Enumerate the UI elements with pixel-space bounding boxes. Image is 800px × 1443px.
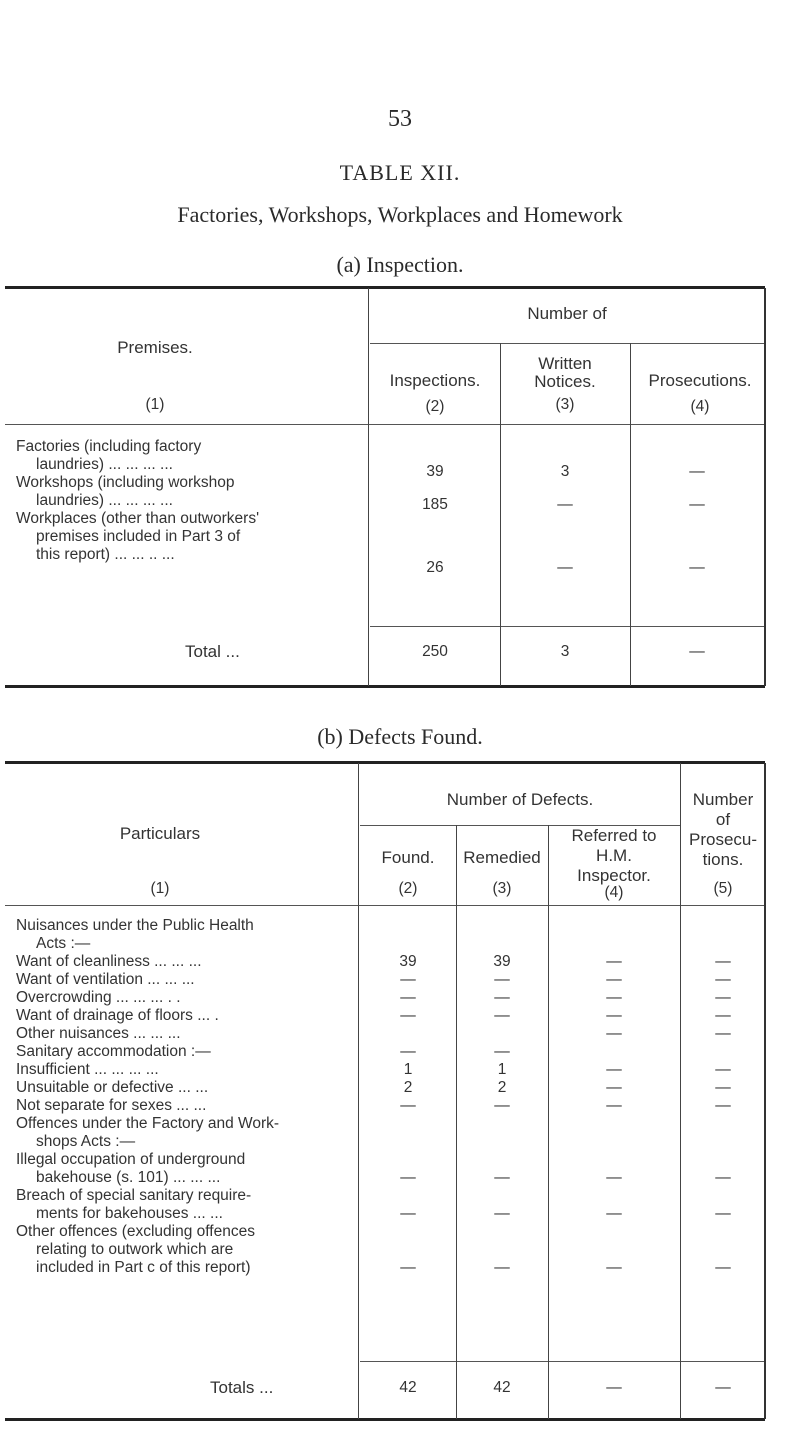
prosecutions-col-num: (5) <box>713 880 733 897</box>
defect-label: Overcrowding ... ... ... . . <box>16 989 181 1006</box>
remedied-value: — <box>494 1097 510 1114</box>
found-header: Found. <box>381 848 435 867</box>
defect-label: relating to outwork which are <box>36 1241 234 1258</box>
found-col-num: (2) <box>398 880 418 897</box>
found-value: — <box>400 971 416 988</box>
prosecutions-value: — <box>715 989 731 1006</box>
referred-value: — <box>606 989 622 1006</box>
notices-value: — <box>557 559 573 576</box>
total-prosecutions: — <box>715 1379 731 1396</box>
referred-value: — <box>606 1007 622 1024</box>
remedied-col-num: (3) <box>492 880 512 897</box>
total-referred: — <box>606 1379 622 1396</box>
found-value: — <box>400 1043 416 1060</box>
total-inspections: 250 <box>422 643 448 660</box>
total-prosecutions: — <box>689 643 705 660</box>
premises-label: laundries) ... ... ... ... <box>36 456 173 473</box>
found-value: — <box>400 1169 416 1186</box>
referred-value: — <box>606 971 622 988</box>
notices-value: 3 <box>560 463 570 480</box>
col-divider <box>548 825 549 1419</box>
prosecutions-value: — <box>715 971 731 988</box>
premises-header: Premises. <box>117 338 193 357</box>
remedied-value: — <box>494 1043 510 1060</box>
referred-value: — <box>606 1259 622 1276</box>
premises-label: premises included in Part 3 of <box>36 528 241 545</box>
written-header: Written <box>538 354 592 373</box>
referred-value: — <box>606 1097 622 1114</box>
notices-header: Notices. <box>534 372 596 391</box>
remedied-value: — <box>494 1205 510 1222</box>
prosecutions-header: Prosecutions. <box>648 371 752 390</box>
prosecutions-col-num: (4) <box>690 398 710 415</box>
remedied-value: — <box>494 989 510 1006</box>
found-value: — <box>400 1259 416 1276</box>
defect-label: Insufficient ... ... ... ... <box>16 1061 159 1078</box>
col-divider <box>358 763 359 1419</box>
referred-value: — <box>606 953 622 970</box>
number-of-header: Number of <box>527 304 607 323</box>
defect-label: included in Part c of this report) <box>36 1259 251 1276</box>
inspections-value: 26 <box>426 559 444 576</box>
referred-header: Referred to <box>571 826 657 845</box>
particulars-header: Particulars <box>119 824 201 843</box>
remedied-header: Remedied <box>463 848 541 867</box>
defect-label: Other nuisances ... ... ... <box>16 1025 181 1042</box>
found-value: 1 <box>403 1061 413 1078</box>
total-label: Total ... <box>185 642 240 661</box>
table-top-rule <box>5 761 765 764</box>
referred-value: — <box>606 1025 622 1042</box>
defect-label: Not separate for sexes ... ... <box>16 1097 207 1114</box>
defect-label: Offences under the Factory and Work- <box>16 1115 280 1132</box>
header-rule <box>5 905 765 906</box>
defect-label: bakehouse (s. 101) ... ... ... <box>36 1169 221 1186</box>
defect-label: Want of ventilation ... ... ... <box>16 971 195 988</box>
defect-label: Illegal occupation of underground <box>16 1151 246 1168</box>
page-number: 53 <box>388 106 412 132</box>
defect-label: Other offences (excluding offences <box>16 1223 255 1240</box>
particulars-col-num: (1) <box>150 880 170 897</box>
defect-label: Acts :— <box>36 935 91 952</box>
remedied-value: — <box>494 971 510 988</box>
referred-header: Inspector. <box>577 866 651 885</box>
referred-value: — <box>606 1205 622 1222</box>
defect-label: Breach of special sanitary require- <box>16 1187 252 1204</box>
found-value: — <box>400 1007 416 1024</box>
found-value: — <box>400 989 416 1006</box>
remedied-value: 2 <box>497 1079 507 1096</box>
prosecutions-header: of <box>715 810 731 829</box>
total-found: 42 <box>399 1379 417 1396</box>
inspections-value: 39 <box>426 463 444 480</box>
col-divider <box>764 763 766 1419</box>
remedied-value: — <box>494 1007 510 1024</box>
defect-label: Want of cleanliness ... ... ... <box>16 953 202 970</box>
total-remedied: 42 <box>493 1379 511 1396</box>
premises-label: Workshops (including workshop <box>16 474 235 491</box>
inspection-heading: (a) Inspection. <box>336 252 464 277</box>
referred-value: — <box>606 1061 622 1078</box>
defect-label: Want of drainage of floors ... . <box>16 1007 219 1024</box>
premises-label: Factories (including factory <box>16 438 202 455</box>
found-value: 39 <box>399 953 417 970</box>
prosecutions-value: — <box>715 1061 731 1078</box>
premises-label: this report) ... ... .. ... <box>36 546 175 563</box>
prosecutions-value: — <box>715 1259 731 1276</box>
col-divider <box>456 825 457 1419</box>
premises-label: Workplaces (other than outworkers' <box>16 510 260 527</box>
remedied-value: 39 <box>493 953 511 970</box>
prosecutions-value: — <box>715 1097 731 1114</box>
notices-value: — <box>557 496 573 513</box>
defects-heading: (b) Defects Found. <box>317 724 483 749</box>
remedied-value: — <box>494 1259 510 1276</box>
defect-label: Unsuitable or defective ... ... <box>16 1079 209 1096</box>
premises-col-num: (1) <box>145 396 165 413</box>
defect-label: Sanitary accommodation :— <box>16 1043 211 1060</box>
prosecutions-value: — <box>715 1007 731 1024</box>
total-notices: 3 <box>560 643 570 660</box>
inspections-header: Inspections. <box>389 371 481 390</box>
prosecutions-value: — <box>689 463 705 480</box>
premises-label: laundries) ... ... ... ... <box>36 492 173 509</box>
table-bottom-rule <box>5 1418 765 1421</box>
total-rule <box>360 1361 764 1362</box>
prosecutions-value: — <box>715 1079 731 1096</box>
table-title: TABLE XII. <box>339 160 461 185</box>
referred-header: H.M. <box>596 846 632 865</box>
remedied-value: 1 <box>497 1061 507 1078</box>
number-of-defects-header: Number of Defects. <box>446 790 594 809</box>
found-value: 2 <box>403 1079 413 1096</box>
defect-label: Nuisances under the Public Health <box>16 917 254 934</box>
referred-col-num: (4) <box>604 884 624 901</box>
defect-label: ments for bakehouses ... ... <box>36 1205 223 1222</box>
prosecutions-value: — <box>715 1169 731 1186</box>
prosecutions-header: Prosecu- <box>688 830 758 849</box>
defect-label: shops Acts :— <box>36 1133 136 1150</box>
prosecutions-header: tions. <box>702 850 744 869</box>
prosecutions-value: — <box>715 1205 731 1222</box>
found-value: — <box>400 1097 416 1114</box>
prosecutions-value: — <box>689 496 705 513</box>
referred-value: — <box>606 1079 622 1096</box>
prosecutions-value: — <box>715 1025 731 1042</box>
prosecutions-header: Number <box>692 790 754 809</box>
col-divider <box>680 763 681 1419</box>
inspections-col-num: (2) <box>425 398 445 415</box>
notices-col-num: (3) <box>555 396 575 413</box>
prosecutions-value: — <box>715 953 731 970</box>
totals-label: Totals ... <box>210 1378 274 1397</box>
found-value: — <box>400 1205 416 1222</box>
referred-value: — <box>606 1169 622 1186</box>
inspections-value: 185 <box>422 496 448 513</box>
prosecutions-value: — <box>689 559 705 576</box>
remedied-value: — <box>494 1169 510 1186</box>
document-subtitle: Factories, Workshops, Workplaces and Homework <box>177 202 623 227</box>
